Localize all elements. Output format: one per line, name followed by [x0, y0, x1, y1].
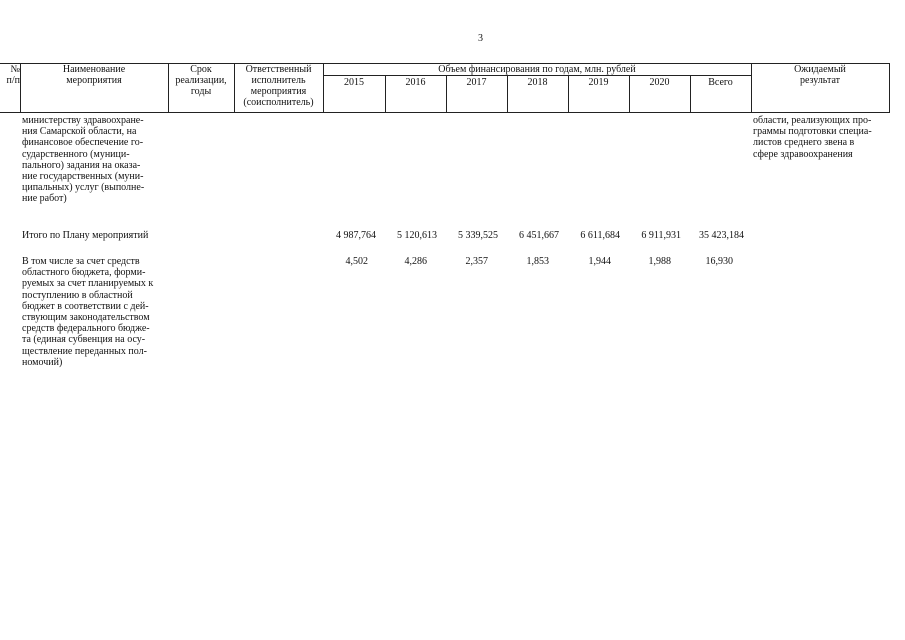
- total-2017: 5 339,525: [458, 230, 498, 241]
- year-2019: 2019: [588, 77, 609, 88]
- including-2019: 1,944: [588, 256, 611, 267]
- total-2016: 5 120,613: [397, 230, 437, 241]
- header-bottom-border: [0, 112, 890, 113]
- year-2017: 2017: [466, 77, 487, 88]
- header-term: Срок реализации, годы: [175, 64, 227, 97]
- including-total: 16,930: [705, 256, 733, 267]
- year-2015: 2015: [344, 77, 364, 88]
- including-2016: 4,286: [404, 256, 427, 267]
- page-number: 3: [478, 33, 483, 44]
- total-all: 35 423,184: [699, 230, 744, 241]
- col-divider: [889, 63, 890, 112]
- year-2018: 2018: [527, 77, 548, 88]
- total-2020: 6 911,931: [641, 230, 681, 241]
- including-2015: 4,502: [345, 256, 368, 267]
- year-total: Всего: [708, 77, 733, 88]
- including-2018: 1,853: [526, 256, 549, 267]
- total-2018: 6 451,667: [519, 230, 559, 241]
- continued-description: министерству здравоохране- ния Самарской области, на финансовое обеспечение го- сударственного (муници- пального) задания на оказа- ние государственных (муни- ципальных) услуг (выполне- ние работ): [22, 115, 145, 205]
- year-2016: 2016: [405, 77, 426, 88]
- header-number: № п/п: [6, 64, 20, 86]
- total-2019: 6 611,684: [580, 230, 620, 241]
- header-responsible: Ответственный исполнитель мероприятия (соисполнитель): [243, 64, 314, 108]
- total-label: Итого по Плану мероприятий: [22, 230, 149, 241]
- years-row-border: [323, 75, 751, 76]
- year-2020: 2020: [649, 77, 670, 88]
- header-funding: Объем финансирования по годам, млн. рублей: [438, 64, 636, 75]
- header-name: Наименование мероприятия: [62, 64, 126, 86]
- including-description: В том числе за счет средств областного бюджета, форми- руемых за счет планируемых к поступлению в областной бюджет в соответствии с дей- ствующим законодательством средств федерального бюдже- та (единая субвенция на осу- ществление переданных пол- номочий): [22, 256, 154, 368]
- total-2015: 4 987,764: [336, 230, 376, 241]
- including-2017: 2,357: [465, 256, 488, 267]
- continued-result: области, реализующих про- граммы подготовки специа- листов среднего звена в сфере здравоохранения: [753, 115, 872, 160]
- including-2020: 1,988: [648, 256, 671, 267]
- header-result: Ожидаемый результат: [794, 64, 846, 86]
